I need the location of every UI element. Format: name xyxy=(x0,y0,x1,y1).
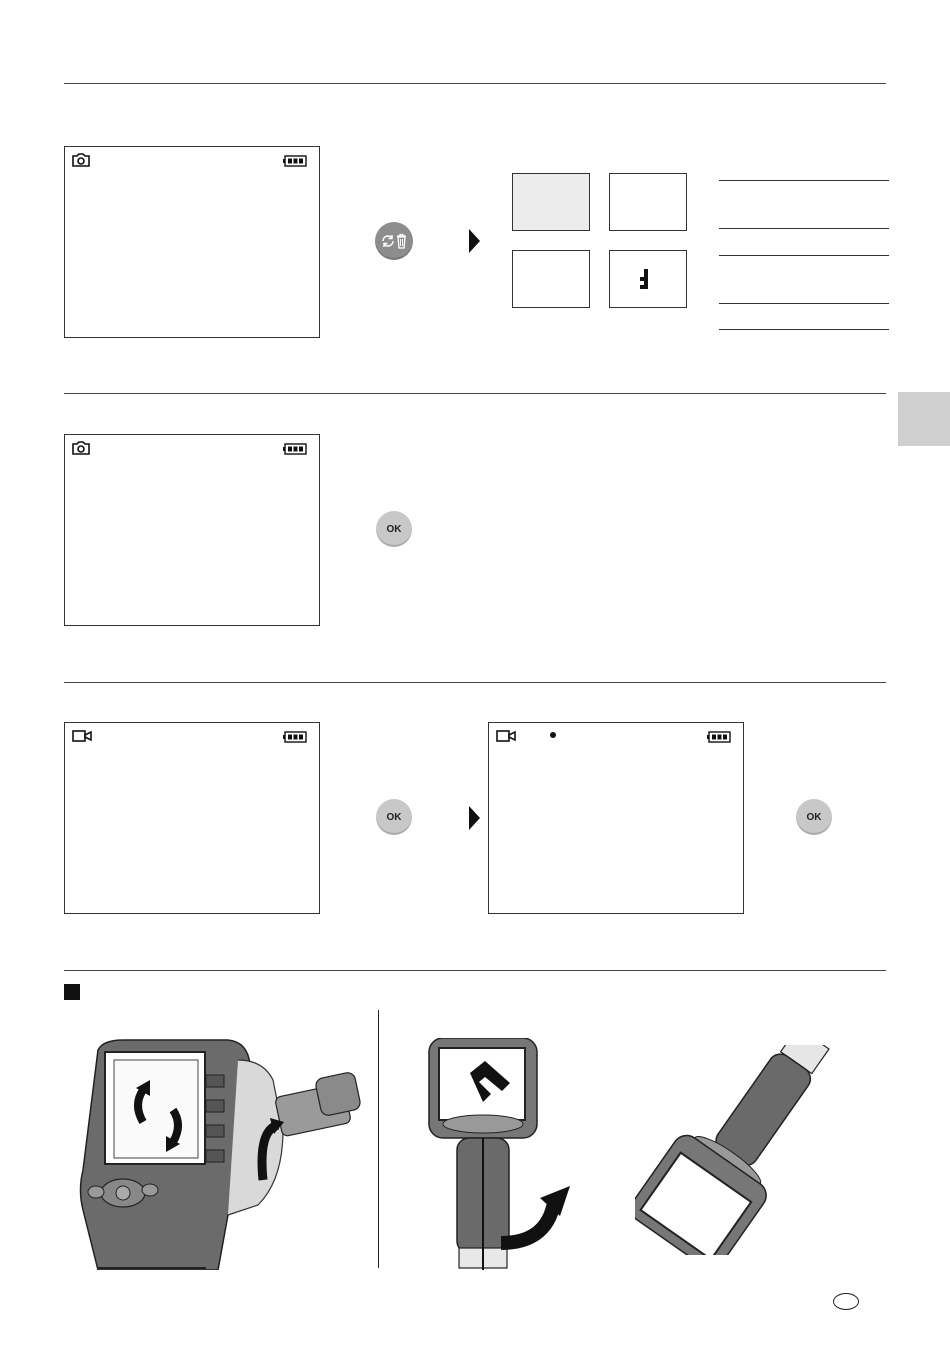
screen-photo-mode xyxy=(64,146,320,338)
screen-video-recording xyxy=(488,722,744,914)
option-line-4 xyxy=(719,303,889,304)
option-line-1 xyxy=(719,180,889,181)
rotated-f-icon xyxy=(610,251,686,307)
arrow-right-icon xyxy=(469,229,480,253)
option-line-5 xyxy=(719,329,889,330)
battery-icon xyxy=(707,730,731,748)
option-line-3 xyxy=(719,255,889,256)
device-rotate-image xyxy=(78,1030,368,1270)
camera-icon xyxy=(71,152,91,173)
thumbnail-mirror xyxy=(512,250,590,308)
section-divider-2 xyxy=(64,393,886,394)
camera-icon xyxy=(71,440,91,461)
battery-icon xyxy=(283,730,307,748)
column-divider xyxy=(378,1010,379,1268)
ok-button[interactable]: OK xyxy=(376,511,412,547)
thumbnail-flip xyxy=(609,173,687,231)
screen-video-mode xyxy=(64,722,320,914)
record-dot-icon xyxy=(550,732,556,738)
ok-button-stop[interactable]: OK xyxy=(796,799,832,835)
device-upside-down xyxy=(635,1045,855,1255)
video-camera-icon xyxy=(495,728,517,749)
rotate-delete-button[interactable] xyxy=(375,222,413,260)
video-camera-icon xyxy=(71,728,93,749)
screen-photo-capture xyxy=(64,434,320,626)
arrow-right-icon xyxy=(469,806,480,830)
section-divider-1 xyxy=(64,83,886,84)
option-line-2 xyxy=(719,228,889,229)
section-divider-4 xyxy=(64,970,886,971)
section-divider-3 xyxy=(64,682,886,683)
language-badge xyxy=(833,1293,859,1310)
thumbnail-normal xyxy=(512,173,590,231)
rotate-delete-icon xyxy=(379,232,409,250)
language-tab xyxy=(898,392,950,446)
black-square-icon xyxy=(64,984,80,1000)
battery-icon xyxy=(283,154,307,172)
thumbnail-rotate xyxy=(609,250,687,308)
device-handle-turn xyxy=(425,1038,585,1270)
ok-button-start[interactable]: OK xyxy=(376,799,412,835)
battery-icon xyxy=(283,442,307,460)
